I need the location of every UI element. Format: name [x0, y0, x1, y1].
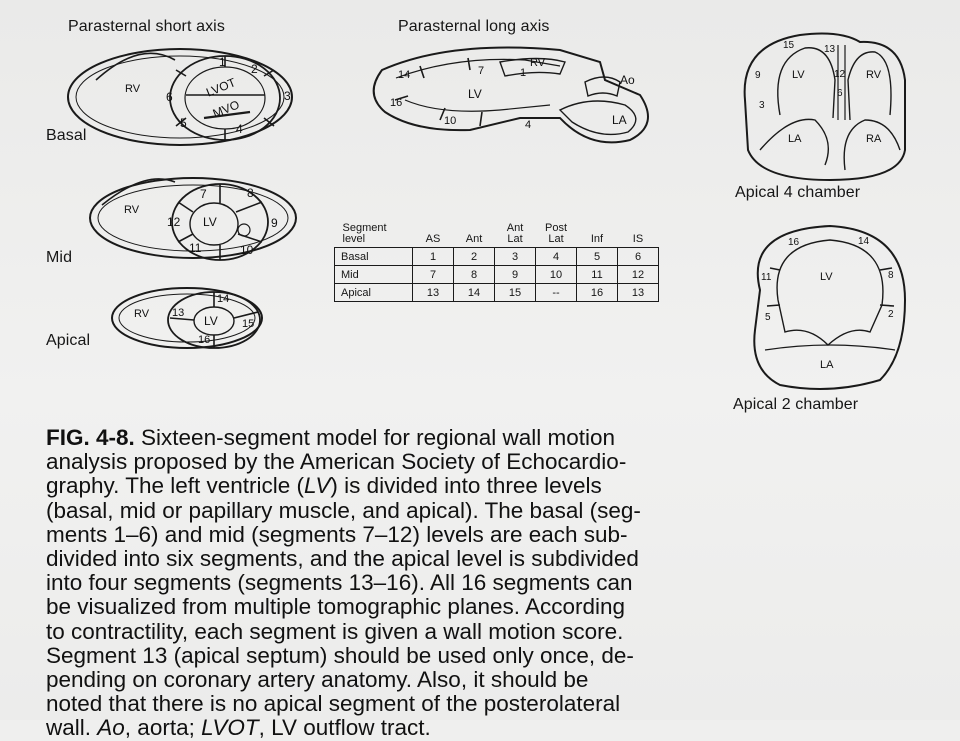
row-label: Basal: [335, 248, 413, 266]
title-apical-4-chamber: Apical 4 chamber: [735, 184, 861, 201]
caption-line: analysis proposed by the American Society of Echocardio-: [46, 449, 627, 475]
short-axis-apical-diagram: [112, 288, 262, 348]
la-seg-14: 14: [398, 69, 411, 81]
caption-line: graphy. The left ventricle (LV) is divided into three levels: [46, 473, 602, 499]
la-la: LA: [612, 113, 627, 127]
figure-number: FIG. 4-8.: [46, 425, 135, 450]
table-cell: 7: [413, 266, 454, 284]
caption-line: noted that there is no apical segment of the posterolateral: [46, 691, 621, 717]
a2-seg-14: 14: [858, 236, 870, 247]
table-cell: 9: [495, 266, 536, 284]
figure-caption: [46, 426, 946, 741]
segment-table-header: [335, 215, 659, 248]
col-as-header: AS: [425, 233, 441, 245]
sa-mid-lv: LV: [203, 215, 217, 229]
caption-line: be visualized from multiple tomographic planes. According: [46, 594, 626, 620]
la-seg-7: 7: [478, 65, 485, 77]
level-apical: Apical: [46, 332, 91, 349]
sa-basal-seg-4: 4: [236, 122, 243, 136]
a4-seg-13: 13: [824, 44, 836, 55]
sa-mid-seg-9: 9: [271, 216, 278, 230]
a4-seg-9: 9: [755, 70, 761, 81]
a4-rv: RV: [866, 69, 882, 81]
table-cell: 2: [454, 248, 495, 266]
level-mid: Mid: [46, 249, 73, 266]
sa-apical-rv: RV: [134, 308, 150, 320]
caption-line: into four segments (segments 13–16). All 16 segments can: [46, 570, 633, 596]
segment-header-line2: level: [342, 233, 366, 245]
a2-seg-11: 11: [761, 272, 772, 283]
caption-line: FIG. 4-8. Sixteen-segment model for regional wall motion: [46, 425, 616, 450]
table-row: [335, 284, 659, 302]
la-seg-4: 4: [525, 119, 532, 131]
sa-mid-seg-7: 7: [200, 187, 207, 201]
a2-seg-5: 5: [765, 312, 771, 323]
sa-mid-seg-11: 11: [189, 241, 202, 255]
sa-apical-seg-13: 13: [172, 307, 185, 319]
la-seg-1: 1: [520, 67, 527, 79]
sa-apical-seg-15: 15: [242, 318, 255, 330]
col-ant-lat-header: Ant Lat: [506, 222, 524, 245]
table-cell: 15: [495, 284, 536, 302]
table-cell: 12: [618, 266, 659, 284]
title-long-axis: Parasternal long axis: [398, 18, 550, 35]
caption-line: divided into six segments, and the apical level is subdivided: [46, 546, 639, 572]
sa-mid-seg-10: 10: [240, 243, 254, 257]
sa-mid-seg-8: 8: [247, 186, 254, 200]
row-label: Mid: [335, 266, 413, 284]
a4-ra: RA: [866, 133, 882, 145]
table-cell: 8: [454, 266, 495, 284]
title-apical-2-chamber: Apical 2 chamber: [733, 396, 859, 413]
sa-basal-seg-3: 3: [284, 89, 291, 103]
table-row: [335, 266, 659, 284]
sa-basal-lvot: LVOT: [204, 75, 238, 100]
table-cell: 6: [618, 248, 659, 266]
caption-line: Segment 13 (apical septum) should be used only once, de-: [46, 642, 634, 668]
level-basal: Basal: [46, 127, 87, 144]
row-label: Apical: [335, 284, 413, 302]
a2-seg-8: 8: [888, 270, 894, 281]
a2-la: LA: [820, 359, 834, 371]
la-seg-16: 16: [390, 97, 403, 109]
col-post-lat-header: Post Lat: [544, 222, 567, 245]
segment-level-header: [335, 215, 413, 248]
sa-basal-seg-5: 5: [180, 116, 187, 130]
col-is-header: IS: [632, 233, 644, 245]
long-axis-diagram: [374, 48, 648, 143]
sa-apical-seg-16: 16: [198, 334, 211, 346]
la-ao: Ao: [620, 73, 635, 87]
sa-apical-seg-14: 14: [217, 293, 230, 305]
short-axis-mid-diagram: [90, 178, 296, 260]
a4-la: LA: [788, 133, 802, 145]
table-cell: 5: [577, 248, 618, 266]
a2-seg-2: 2: [888, 309, 894, 320]
a2-lv: LV: [820, 271, 833, 283]
table-cell: 13: [618, 284, 659, 302]
table-cell: 11: [577, 266, 618, 284]
table-cell: 10: [536, 266, 577, 284]
la-seg-10: 10: [444, 115, 457, 127]
table-cell: 13: [413, 284, 454, 302]
title-short-axis: Parasternal short axis: [68, 18, 225, 35]
segment-header-line1: Segment: [342, 222, 387, 234]
a4-seg-12: 12: [834, 69, 846, 80]
sa-mid-rv: RV: [124, 204, 140, 216]
caption-line: ments 1–6) and mid (segments 7–12) levels are each sub-: [46, 521, 628, 547]
apical-2-chamber-diagram: [754, 226, 905, 389]
sa-apical-lv: LV: [204, 314, 218, 328]
sa-basal-seg-1: 1: [219, 55, 226, 69]
caption-line: wall. Ao, aorta; LVOT, LV outflow tract.: [46, 715, 431, 741]
col-inf-header: Inf: [590, 233, 604, 245]
apical-4-chamber-diagram: [745, 34, 905, 180]
a2-seg-16: 16: [788, 237, 800, 248]
la-rv: RV: [530, 57, 546, 69]
caption-line: to contractility, each segment is given a wall motion score.: [46, 618, 624, 644]
caption-line: (basal, mid or papillary muscle, and apical). The basal (seg-: [46, 497, 641, 523]
sa-basal-mvo: MVO: [210, 97, 242, 121]
a4-seg-6: 6: [837, 88, 843, 99]
sa-basal-seg-2: 2: [251, 62, 258, 76]
sa-basal-seg-6: 6: [166, 90, 173, 104]
table-cell: 1: [413, 248, 454, 266]
la-lv: LV: [468, 87, 482, 101]
a4-seg-3: 3: [759, 100, 765, 111]
table-cell: 14: [454, 284, 495, 302]
table-row: [335, 248, 659, 266]
a4-seg-15: 15: [783, 40, 795, 51]
segment-table: [334, 215, 659, 302]
sa-basal-rv: RV: [125, 83, 141, 95]
table-cell: 3: [495, 248, 536, 266]
col-ant-header: Ant: [465, 233, 483, 245]
a4-lv: LV: [792, 69, 805, 81]
sa-mid-seg-12: 12: [167, 215, 181, 229]
short-axis-basal-diagram: [68, 49, 292, 145]
table-cell: --: [536, 284, 577, 302]
table-cell: 4: [536, 248, 577, 266]
caption-line: pending on coronary artery anatomy. Also, it should be: [46, 667, 589, 693]
table-cell: 16: [577, 284, 618, 302]
